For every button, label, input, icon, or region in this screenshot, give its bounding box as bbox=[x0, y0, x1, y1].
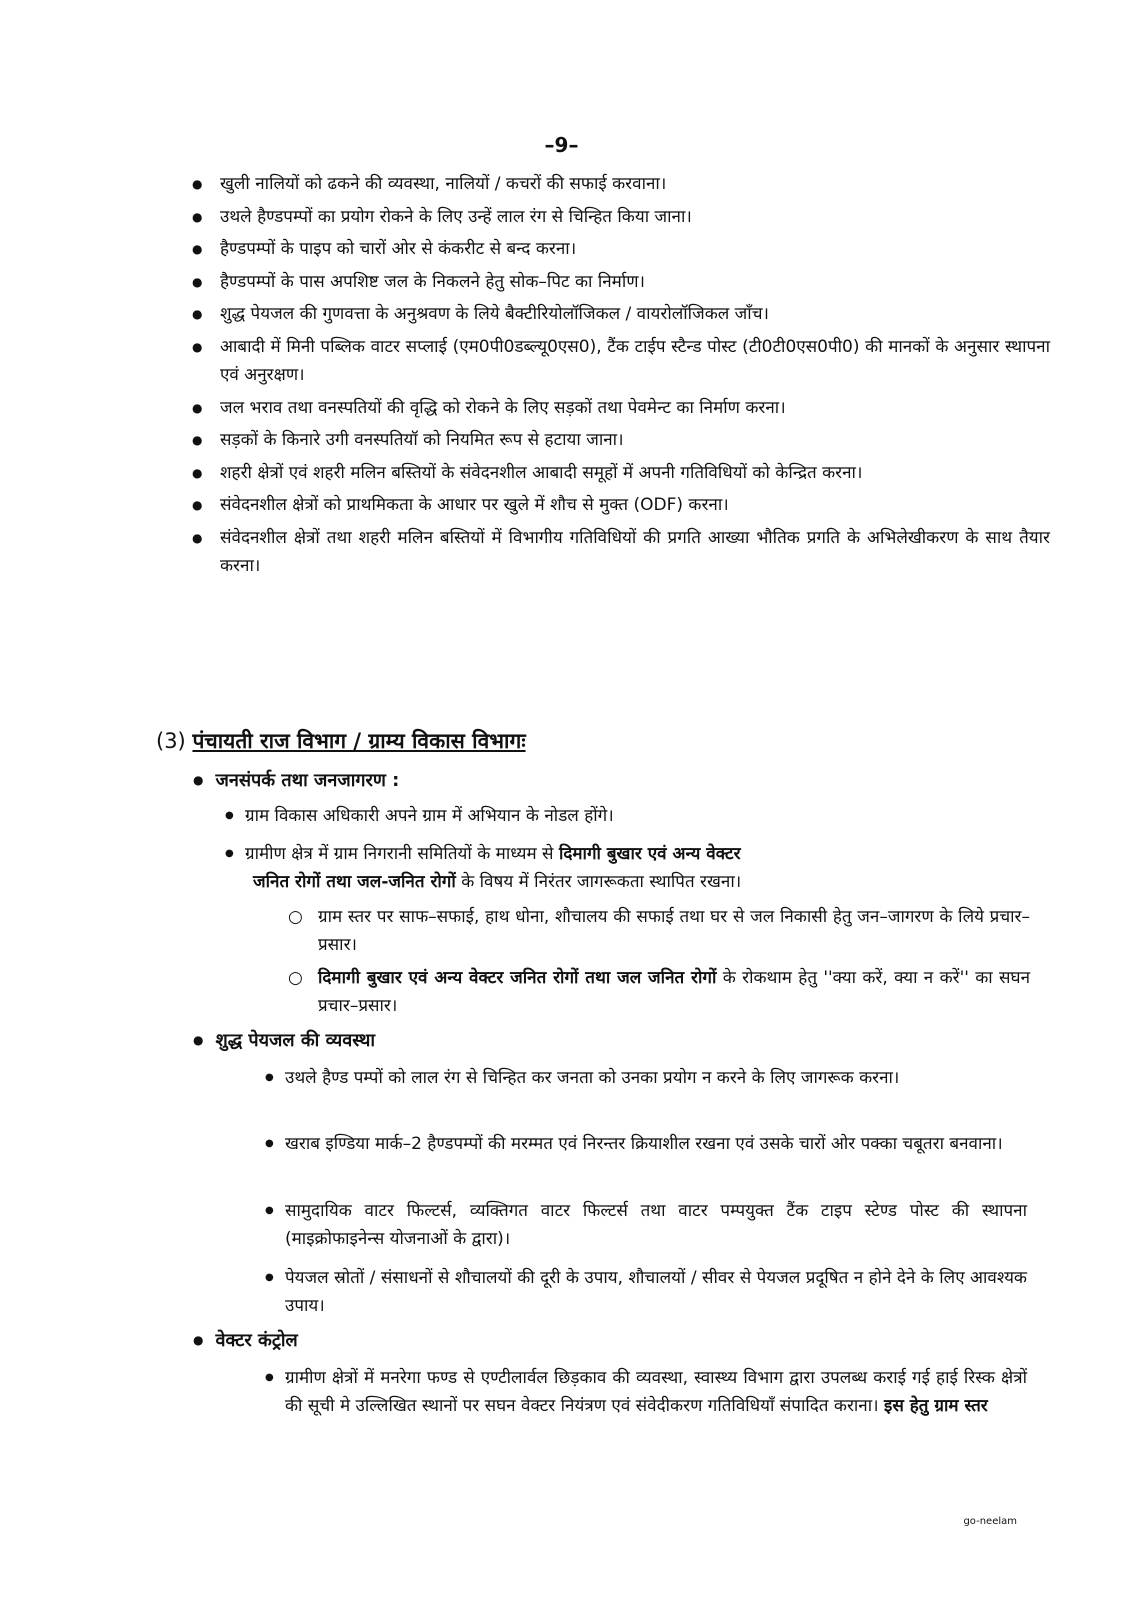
list-item: ○ ग्राम स्तर पर साफ–सफाई, हाथ धोना, शौचालय की सफाई तथा घर से जल निकासी हेतु जन–जागरण के लिये प्रचार–प्रसार। bbox=[318, 903, 1030, 959]
list-item: ● खराब इण्डिया मार्क–2 हैण्डपम्पों की मरम्मत एवं निरन्तर क्रियाशील रखना एवं उसके चारों ओर पक्का चबूतरा बनवाना। bbox=[285, 1130, 1027, 1158]
list-item: ● उथले हैण्डपम्पों का प्रयोग रोकने के लिए उन्हें लाल रंग से चिन्हित किया जाना। bbox=[190, 203, 1050, 232]
list-item: ● ग्राम विकास अधिकारी अपने ग्राम में अभियान के नोडल होंगे। bbox=[245, 802, 1025, 830]
list-item: ● आबादी में मिनी पब्लिक वाटर सप्लाई (एम0पी0डब्ल्यू0एस0), टैंक टाईप स्टैन्ड पोस्ट (टी0टी0एस0पी0) की मानकों के अनुसार स्थापना एवं अनुरक्षण। bbox=[190, 333, 1050, 390]
list-item: ● पेयजल स्रोतों / संसाधनों से शौचालयों की दूरी के उपाय, शौचालयों / सीवर से पेयजल प्रदूषित न होने देने के लिए आवश्यक उपाय। bbox=[285, 1264, 1027, 1320]
subheading-vector-control: ● वेक्टर कंट्रोल bbox=[193, 1328, 298, 1352]
list-item: ● शुद्ध पेयजल की गुणवत्ता के अनुश्रवण के लिये बैक्टीरियोलॉजिकल / वायरोलॉजिकल जाँच। bbox=[190, 300, 1050, 329]
list-item: ● हैण्डपम्पों के पास अपशिष्ट जल के निकलने हेतु सोक–पिट का निर्माण। bbox=[190, 268, 1050, 297]
footer-label: go-neelam bbox=[963, 1516, 1017, 1527]
list-item: ● संवेदनशील क्षेत्रों को प्राथमिकता के आधार पर खुले में शौच से मुक्त (ODF) करना। bbox=[190, 491, 1050, 520]
subheading-drinking-water: ● शुद्ध पेयजल की व्यवस्था bbox=[193, 1028, 375, 1052]
list-item: ● हैण्डपम्पों के पाइप को चारों ओर से कंकरीट से बन्द करना। bbox=[190, 235, 1050, 264]
subheading-public-contact: ● जनसंपर्क तथा जनजागरण : bbox=[193, 768, 399, 792]
list-item: ● खुली नालियों को ढकने की व्यवस्था, नालियों / कचरों की सफाई करवाना। bbox=[190, 170, 1050, 199]
list-item: ● ग्रामीण क्षेत्रों में मनरेगा फण्ड से एण्टीलार्वल छिड़काव की व्यवस्था, स्वास्थ्य विभाग द्वारा उपलब्ध कराई गई हाई रिस्क क्षेत्रों की सूची मे उल्लिखित स्थानों पर सघन वेक्टर नियंत्रण एवं संवेदीकरण गतिविधियाँ संपादित कराना। इस हेतु ग्राम स्तर bbox=[285, 1364, 1027, 1420]
list-item: ● उथले हैण्ड पम्पों को लाल रंग से चिन्हित कर जनता को उनका प्रयोग न करने के लिए जागरूक करना। bbox=[285, 1064, 1027, 1092]
section-number: (3) bbox=[156, 729, 186, 753]
list-item: ● सड़कों के किनारे उगी वनस्पतियॉ को नियमित रूप से हटाया जाना। bbox=[190, 426, 1050, 455]
page-number: –9– bbox=[544, 133, 579, 157]
list-item: ● शहरी क्षेत्रों एवं शहरी मलिन बस्तियों के संवेदनशील आबादी समूहों में अपनी गतिविधियों को केन्द्रित करना। bbox=[190, 459, 1050, 488]
section-heading bbox=[156, 727, 526, 755]
list-item: ● संवेदनशील क्षेत्रों तथा शहरी मलिन बस्तियों में विभागीय गतिविधियों की प्रगति आख्या भौतिक प्रगति के अभिलेखीकरण के साथ तैयार करना। bbox=[190, 524, 1050, 581]
list-item: ● ग्रामीण क्षेत्र में ग्राम निगरानी समितियों के माध्यम से दिमागी बुखार एवं अन्य वेक्टर जनित रोगों तथा जल-जनित रोगों के विषय में निरंतर जागरूकता स्थापित रखना। bbox=[245, 840, 1030, 896]
list-item: ● सामुदायिक वाटर फिल्टर्स, व्यक्तिगत वाटर फिल्टर्स तथा वाटर पम्पयुक्त टैंक टाइप स्टेण्ड पोस्ट की स्थापना (माइक्रोफाइनेन्स योजनाओं के द्वारा)। bbox=[285, 1197, 1027, 1253]
list-item: ○ दिमागी बुखार एवं अन्य वेक्टर जनित रोगों तथा जल जनित रोगों के रोकथाम हेतु ''क्या करें, क्या न करें'' का सघन प्रचार–प्रसार। bbox=[318, 964, 1030, 1020]
top-bullet-list bbox=[190, 170, 1050, 585]
list-item: ● जल भराव तथा वनस्पतियों की वृद्धि को रोकने के लिए सड़कों तथा पेवमेन्ट का निर्माण करना। bbox=[190, 394, 1050, 423]
section-title: पंचायती राज विभाग / ग्राम्य विकास विभागः bbox=[192, 729, 526, 753]
